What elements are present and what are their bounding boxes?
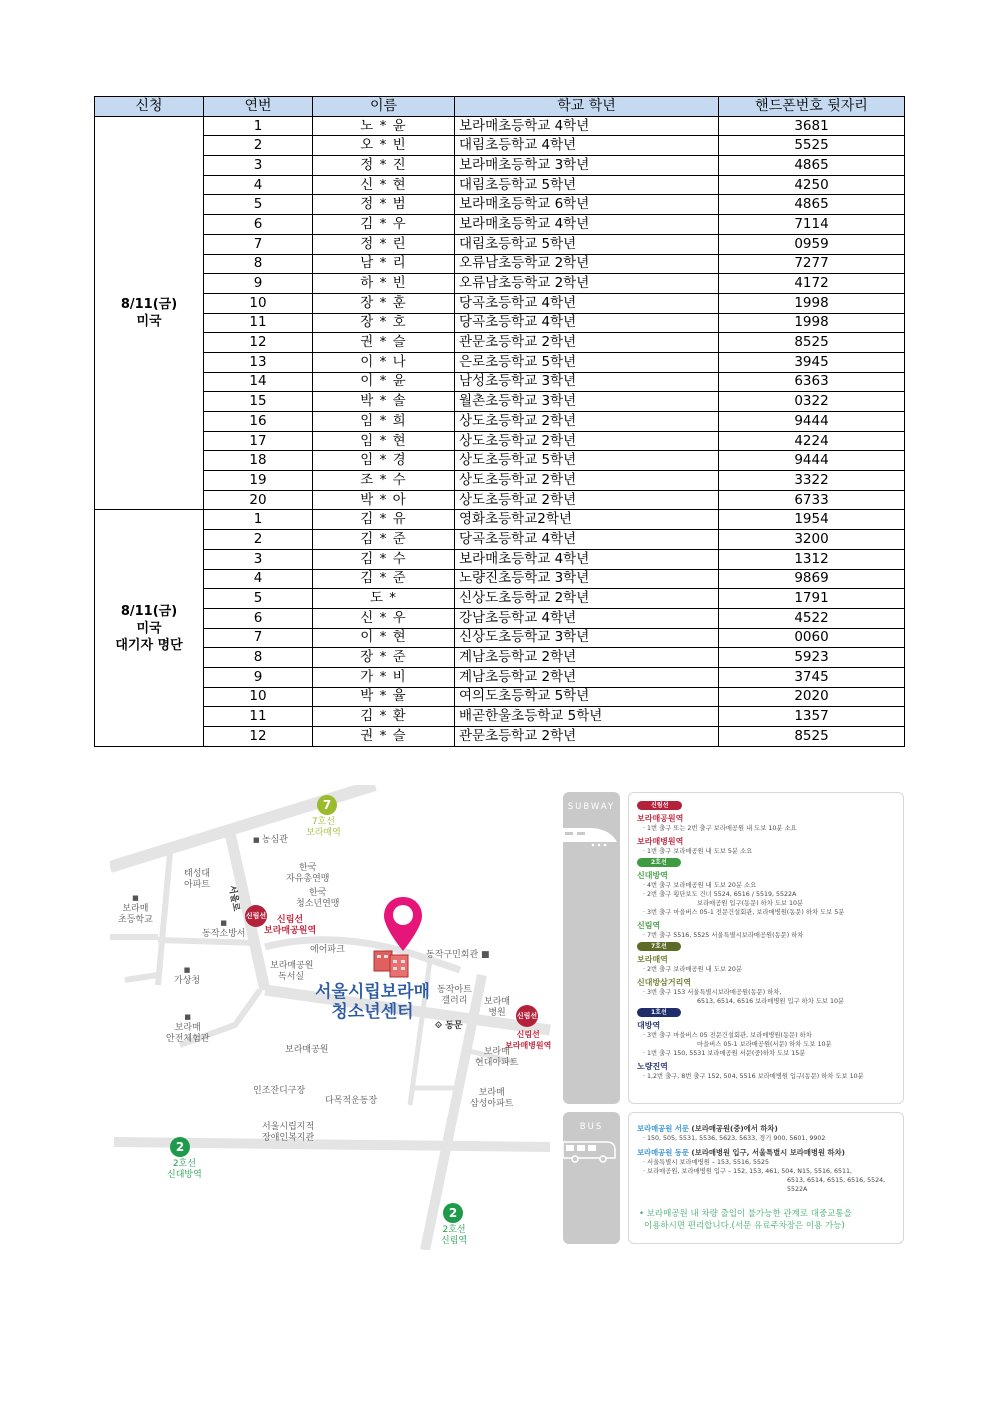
row-number: 12 [204, 727, 313, 747]
phone-last-digits: 7277 [719, 254, 905, 274]
phone-last-digits: 0959 [719, 234, 905, 254]
line-badge: 7호선 [637, 942, 681, 951]
student-name: 권 * 슬 [313, 727, 455, 747]
student-name: 김 * 유 [313, 510, 455, 530]
row-number: 5 [204, 195, 313, 215]
group-label-line: 미국 [136, 620, 162, 636]
phone-last-digits: 1791 [719, 589, 905, 609]
table-row [95, 116, 905, 136]
student-name: 신 * 우 [313, 608, 455, 628]
student-name: 장 * 호 [313, 313, 455, 333]
table-row [95, 392, 905, 412]
gate-icon: ⟐ [435, 1021, 443, 1031]
row-number: 12 [204, 333, 313, 353]
phone-last-digits: 7114 [719, 215, 905, 235]
station-direction: · 3번 출구 마을버스 05 전문건설회관, 보라매병원(동문) 하차 [643, 1032, 812, 1039]
station-line2-sindaebang [167, 1159, 202, 1181]
phone-last-digits: 2020 [719, 687, 905, 707]
parking-note [637, 1208, 895, 1232]
school-grade: 상도초등학교 2학년 [455, 471, 719, 491]
station-sillim-bramae-park [264, 915, 316, 937]
row-number: 11 [204, 707, 313, 727]
station-name: 신림역 [637, 921, 661, 930]
row-number: 18 [204, 451, 313, 471]
row-number: 15 [204, 392, 313, 412]
header-school-grade: 학교 학년 [455, 97, 719, 117]
landmark-gasang: ■ 가상청 [174, 965, 200, 987]
school-grade: 강남초등학교 4학년 [455, 608, 719, 628]
landmark-safety-center [166, 1012, 209, 1045]
youth-center-title [315, 982, 430, 1022]
school-grade: 계남초등학교 2학년 [455, 667, 719, 687]
phone-last-digits: 8525 [719, 333, 905, 353]
table-row [95, 549, 905, 569]
phone-last-digits: 6733 [719, 490, 905, 510]
phone-last-digits: 3681 [719, 116, 905, 136]
table-row [95, 727, 905, 747]
student-name: 남 * 리 [313, 254, 455, 274]
group-label-line: 8/11(금) [120, 603, 178, 619]
phone-last-digits: 3745 [719, 667, 905, 687]
table-row [95, 608, 905, 628]
header-phone-last-digits: 핸드폰번호 뒷자리 [719, 97, 905, 117]
school-grade: 영화초등학교2학년 [455, 510, 719, 530]
line-badge: 신림선 [637, 801, 682, 810]
landmark-hyundai-apt [475, 1047, 518, 1069]
row-number: 17 [204, 431, 313, 451]
row-number: 9 [204, 274, 313, 294]
row-number: 1 [204, 116, 313, 136]
bus-stop-name: 보라매공원 동문 [637, 1148, 689, 1157]
row-number: 10 [204, 293, 313, 313]
landmark-nongsim: ■ 농심관 [253, 835, 288, 846]
school-grade: 대림초등학교 4학년 [455, 136, 719, 156]
label-line: ■ 보라매 [122, 904, 149, 914]
line7-badge-icon: 7 [317, 795, 337, 815]
table-row [95, 687, 905, 707]
landmark-bramae-hospital [484, 997, 510, 1019]
bus-stop-title [637, 1123, 895, 1134]
phone-last-digits: 1954 [719, 510, 905, 530]
table-row [95, 372, 905, 392]
station-direction: · 2번 출구 횡단보도 건너 5524, 6516 / 5519, 5522A [643, 891, 797, 898]
label-line: 청소년연맹 [296, 899, 340, 909]
phone-last-digits: 4522 [719, 608, 905, 628]
row-number: 13 [204, 352, 313, 372]
student-name: 이 * 나 [313, 352, 455, 372]
row-number: 7 [204, 234, 313, 254]
station-direction: · 3번 출구 마을버스 05-1 전문건설회관, 보라매병원(동문) 하차 도보 5분 [643, 909, 845, 916]
table-row [95, 648, 905, 668]
station-direction: · 2번 출구 보라매공원 내 도보 20분 [643, 966, 743, 973]
label-line: 자유총연맹 [286, 874, 330, 884]
landmark-korea-youth-federation [296, 888, 339, 910]
school-grade: 신상도초등학교 3학년 [455, 628, 719, 648]
label-line: 현대아파트 [475, 1058, 519, 1068]
note-line: 이용하시면 편리합니다.(서문 유료주차장은 이용 가능) [644, 1221, 845, 1231]
label-line: 보라매 [483, 1047, 510, 1057]
row-number: 1 [204, 510, 313, 530]
table-row [95, 333, 905, 353]
label-line: 동작구민회관 [426, 950, 479, 960]
bus-route-list: · 150, 505, 5531, 5536, 5623, 5633, 경기 900, 5601, 9902 [643, 1135, 826, 1142]
bus-info-box [628, 1112, 904, 1244]
student-name: 정 * 진 [313, 156, 455, 176]
label-line: 병원 [488, 1008, 506, 1018]
school-grade: 상도초등학교 2학년 [455, 412, 719, 432]
label-line: 한국 [299, 863, 317, 873]
table-row [95, 628, 905, 648]
station-direction: · 4번 출구 보라매공원 내 도보 20분 소요 [643, 882, 757, 889]
student-name: 박 * 율 [313, 687, 455, 707]
school-grade: 보라매초등학교 6학년 [455, 195, 719, 215]
label-line: 아파트 [184, 880, 211, 890]
label-line: 서울시립지적 [262, 1122, 315, 1132]
phone-last-digits: 9869 [719, 569, 905, 589]
landmark-dongjak-art-gallery [437, 985, 472, 1007]
school-grade: 보라매초등학교 4학년 [455, 215, 719, 235]
phone-last-digits: 0060 [719, 628, 905, 648]
row-number: 16 [204, 412, 313, 432]
header-number: 연번 [204, 97, 313, 117]
table-row [95, 667, 905, 687]
station-name: 보라매병원역 [505, 1041, 552, 1050]
bus-label: BUS [579, 1122, 604, 1132]
school-grade: 신상도초등학교 2학년 [455, 589, 719, 609]
landmark-dongjak-hall: 동작구민회관 ■ [426, 950, 490, 960]
table-row [95, 195, 905, 215]
phone-last-digits: 5525 [719, 136, 905, 156]
bus-route-list: · 보라매공원, 보라매병원 입구 – 152, 153, 461, 504, N15, 5516, 6511, [643, 1168, 853, 1175]
station-name: 신대방역 [637, 871, 668, 880]
label-line: 보라매 [484, 997, 511, 1007]
table-row [95, 589, 905, 609]
bus-side-panel [563, 1112, 620, 1244]
station-direction: · 1,2번 출구, 8번 출구 152, 504, 5516 보라매병원 입구(동문) 하차 도보 10분 [643, 1073, 864, 1080]
label-line: 안전체험관 [166, 1034, 210, 1044]
school-grade: 보라매초등학교 4학년 [455, 549, 719, 569]
school-grade: 상도초등학교 2학년 [455, 490, 719, 510]
line-badge: 2호선 [637, 858, 681, 867]
landmark-welfare-center [262, 1122, 314, 1144]
school-grade: 대림초등학교 5학년 [455, 234, 719, 254]
school-grade: 상도초등학교 5학년 [455, 451, 719, 471]
table-row [95, 313, 905, 333]
building-icon [372, 945, 412, 979]
station-name: 노량진역 [637, 1062, 668, 1071]
header-name: 이름 [313, 97, 455, 117]
student-name: 정 * 범 [313, 195, 455, 215]
station-name: 보라매병원역 [637, 837, 684, 846]
location-map [110, 785, 555, 1250]
label-line: 동문 [445, 1021, 463, 1031]
student-name: 김 * 준 [313, 530, 455, 550]
table-row [95, 412, 905, 432]
landmark-turf-field: 인조잔디구장 [253, 1086, 306, 1096]
landmark-airpark: 에어파크 [310, 945, 345, 955]
landmark-fire-station: ■ 동작소방서 [202, 918, 245, 940]
sillim-line-badge-icon: 신림선 [516, 1005, 538, 1027]
bus-stop-title [637, 1147, 895, 1158]
student-name: 임 * 희 [313, 412, 455, 432]
school-grade: 월촌초등학교 3학년 [455, 392, 719, 412]
student-name: 김 * 준 [313, 569, 455, 589]
table-row [95, 156, 905, 176]
phone-last-digits: 4865 [719, 195, 905, 215]
school-grade: 배곧한울초등학교 5학년 [455, 707, 719, 727]
phone-last-digits: 4224 [719, 431, 905, 451]
station-direction: · 1번 출구 또는 2번 출구 보라매공원 내 도보 10분 소요 [643, 825, 797, 832]
row-number: 4 [204, 175, 313, 195]
station-name: 신대방역 [167, 1170, 202, 1180]
table-row [95, 352, 905, 372]
title-line: 서울시립보라매 [315, 982, 430, 1002]
train-icon [563, 820, 620, 850]
bus-stop-note: (보라매병원 입구, 서울특별시 보라매병원 하차) [688, 1148, 845, 1157]
landmark-park-library [270, 961, 313, 983]
station-name: 보라매역 [306, 828, 341, 838]
label-line: 보라매공원 [270, 961, 314, 971]
label-line: 동작아트 [437, 985, 472, 995]
station-name: 대방역 [637, 1021, 661, 1030]
school-grade: 보라매초등학교 4학년 [455, 116, 719, 136]
student-name: 임 * 경 [313, 451, 455, 471]
row-number: 7 [204, 628, 313, 648]
row-number: 2 [204, 530, 313, 550]
row-number: 9 [204, 667, 313, 687]
school-grade: 노량진초등학교 3학년 [455, 569, 719, 589]
row-number: 5 [204, 589, 313, 609]
station-line: 7호선 [311, 817, 335, 827]
subway-info-box [628, 792, 904, 1104]
phone-last-digits: 1998 [719, 313, 905, 333]
table-row [95, 471, 905, 491]
sillim-line-badge-icon: 신림선 [245, 905, 267, 927]
student-name: 장 * 훈 [313, 293, 455, 313]
phone-last-digits: 4865 [719, 156, 905, 176]
phone-last-digits: 1357 [719, 707, 905, 727]
title-line: 청소년센터 [331, 1002, 414, 1022]
table-row [95, 215, 905, 235]
phone-last-digits: 0322 [719, 392, 905, 412]
student-name: 박 * 아 [313, 490, 455, 510]
student-name: 가 * 비 [313, 667, 455, 687]
label-line: 삼성아파트 [470, 1099, 514, 1109]
group-label-line: 8/11(금) [120, 297, 178, 313]
school-grade: 대림초등학교 5학년 [455, 175, 719, 195]
student-name: 노 * 윤 [313, 116, 455, 136]
label-line: 태성대 [184, 869, 211, 879]
station-direction: 6513, 6514, 6516 보라매병원 입구 하차 도보 10분 [697, 998, 845, 1005]
table-row [95, 254, 905, 274]
label-line: ■ 보라매 [174, 1023, 201, 1033]
phone-last-digits: 3945 [719, 352, 905, 372]
landmark-sports-field: 다목적운동장 [325, 1096, 378, 1106]
bus-stop-note: (보라매공원(중)에서 하차) [688, 1124, 778, 1133]
station-name: 신대방삼거리역 [637, 978, 692, 987]
station-name: 보라매공원역 [637, 814, 684, 823]
row-number: 8 [204, 648, 313, 668]
row-number: 4 [204, 569, 313, 589]
station-direction: 마을버스 05-1 보라매공원(서문) 하차 도보 10분 [697, 1041, 832, 1048]
phone-last-digits: 6363 [719, 372, 905, 392]
row-number: 20 [204, 490, 313, 510]
phone-last-digits: 1998 [719, 293, 905, 313]
student-name: 김 * 우 [313, 215, 455, 235]
table-row [95, 274, 905, 294]
table-row [95, 293, 905, 313]
student-name: 신 * 현 [313, 175, 455, 195]
student-name: 장 * 준 [313, 648, 455, 668]
station-line: 신림선 [516, 1030, 540, 1039]
subway-label: SUBWAY [567, 802, 616, 812]
landmark-samsung-apt [470, 1088, 513, 1110]
label-line: 보라매 [478, 1088, 505, 1098]
table-row [95, 136, 905, 156]
station-line: 2호선 [172, 1159, 196, 1169]
station-direction: · 7번 출구 5516, 5525 서울특별시보라매공원(동문) 하차 [643, 932, 804, 939]
school-grade: 여의도초등학교 5학년 [455, 687, 719, 707]
phone-last-digits: 4172 [719, 274, 905, 294]
landmark-taesungdae-apt [184, 869, 210, 891]
student-name: 이 * 현 [313, 628, 455, 648]
school-grade: 보라매초등학교 3학년 [455, 156, 719, 176]
table-row [95, 175, 905, 195]
table-row [95, 707, 905, 727]
phone-last-digits: 1312 [719, 549, 905, 569]
roster-table [94, 96, 905, 747]
student-name: 이 * 윤 [313, 372, 455, 392]
school-grade: 당곡초등학교 4학년 [455, 530, 719, 550]
school-grade: 당곡초등학교 4학년 [455, 313, 719, 333]
table-header-row [95, 97, 905, 117]
station-line2-sillim [441, 1225, 467, 1247]
station-line: 2호선 [442, 1225, 466, 1235]
table-row [95, 510, 905, 530]
station-line7-bramae [306, 817, 341, 839]
landmark-east-gate [435, 1021, 463, 1032]
school-grade: 관문초등학교 2학년 [455, 727, 719, 747]
phone-last-digits: 3200 [719, 530, 905, 550]
header-application: 신청 [95, 97, 204, 117]
table-row [95, 569, 905, 589]
line2-badge-icon: 2 [170, 1137, 190, 1157]
label-line: 독서실 [278, 972, 305, 982]
phone-last-digits: 8525 [719, 727, 905, 747]
table-row [95, 530, 905, 550]
bus-icon [563, 1138, 620, 1164]
station-direction: · 1번 출구 150, 5531 보라매공원 서문(중)하차 도보 15분 [643, 1050, 806, 1057]
phone-last-digits: 5923 [719, 648, 905, 668]
school-grade: 은로초등학교 5학년 [455, 352, 719, 372]
application-group-cell [95, 116, 204, 510]
label-line: 갤러리 [441, 996, 468, 1006]
landmark-seoulro: 서울로 [226, 884, 241, 913]
student-name: 정 * 린 [313, 234, 455, 254]
phone-last-digits: 9444 [719, 412, 905, 432]
school-grade: 관문초등학교 2학년 [455, 333, 719, 353]
station-direction: · 3번 출구 153 서울특별시보라매공원(동문) 하차, [643, 989, 782, 996]
student-name: 임 * 현 [313, 431, 455, 451]
student-name: 도 * [313, 589, 455, 609]
application-group-cell [95, 510, 204, 746]
phone-last-digits: 4250 [719, 175, 905, 195]
school-grade: 계남초등학교 2학년 [455, 648, 719, 668]
row-number: 10 [204, 687, 313, 707]
line-badge: 1호선 [637, 1008, 681, 1017]
table-row [95, 451, 905, 471]
school-grade: 오류남초등학교 2학년 [455, 274, 719, 294]
row-number: 8 [204, 254, 313, 274]
station-name: 신림역 [441, 1236, 468, 1246]
bus-stop-name: 보라매공원 서문 [637, 1124, 689, 1133]
student-name: 김 * 환 [313, 707, 455, 727]
row-number: 3 [204, 549, 313, 569]
station-direction: · 1번 출구 보라매공원 내 도보 5분 소요 [643, 848, 753, 855]
table-row [95, 431, 905, 451]
row-number: 14 [204, 372, 313, 392]
station-line: 신림선 [277, 915, 304, 925]
student-name: 김 * 수 [313, 549, 455, 569]
row-number: 6 [204, 608, 313, 628]
phone-last-digits: 3322 [719, 471, 905, 491]
station-name: 보라매역 [637, 955, 668, 964]
label-line: 초등학교 [118, 915, 153, 925]
landmark-bramae-park: 보라매공원 [285, 1045, 329, 1055]
group-label-line: 미국 [136, 314, 162, 330]
school-grade: 남성초등학교 3학년 [455, 372, 719, 392]
school-grade: 당곡초등학교 4학년 [455, 293, 719, 313]
bus-route-list: · 서울특별시 보라매병원 – 153, 5516, 5525 [643, 1159, 770, 1166]
row-number: 3 [204, 156, 313, 176]
note-line: • 보라매공원 내 차량 출입이 불가능한 관계로 대중교통을 [639, 1209, 852, 1219]
row-number: 11 [204, 313, 313, 333]
student-name: 오 * 빈 [313, 136, 455, 156]
group-label-line: 대기자 명단 [115, 637, 183, 653]
table-row [95, 234, 905, 254]
school-grade: 상도초등학교 2학년 [455, 431, 719, 451]
student-name: 권 * 슬 [313, 333, 455, 353]
phone-last-digits: 9444 [719, 451, 905, 471]
row-number: 19 [204, 471, 313, 491]
landmark-bramae-elementary [118, 893, 153, 926]
row-number: 2 [204, 136, 313, 156]
school-grade: 오류남초등학교 2학년 [455, 254, 719, 274]
student-name: 박 * 솔 [313, 392, 455, 412]
student-name: 하 * 빈 [313, 274, 455, 294]
landmark-korea-freedom-federation [286, 863, 329, 885]
row-number: 6 [204, 215, 313, 235]
label-line: 한국 [309, 888, 327, 898]
student-name: 조 * 수 [313, 471, 455, 491]
table-row [95, 490, 905, 510]
line2-badge-icon: 2 [443, 1203, 463, 1223]
bus-route-list: 6513, 6514, 6515, 6516, 5524, 5522A [787, 1177, 886, 1193]
subway-side-panel [563, 792, 620, 1104]
station-name: 보라매공원역 [264, 926, 317, 936]
label-line: 장애인복지관 [262, 1133, 315, 1143]
station-direction: 보라매공원 입구(동문) 하차 도보 10분 [697, 900, 804, 907]
